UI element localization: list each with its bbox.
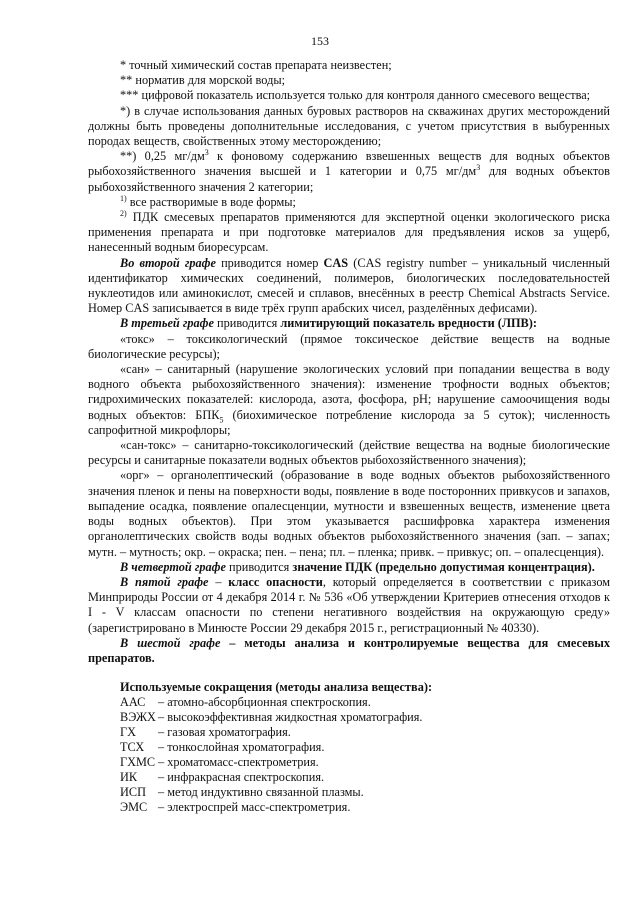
col3-san-part-b: (биохимическое потребление кислорода за 5 суток); численность сапрофитной микрофлоры; — [88, 407, 610, 437]
abbreviation-row — [88, 785, 610, 800]
col2-lead: Во второй графе — [120, 255, 216, 270]
abbreviations-list — [88, 695, 610, 815]
footnote-4: *) в случае использования данных буровых растворов на скважинах других месторождений должны быть проведены дополнительные исследования, с учетом присутствия в выбуренных породах веществ, свойственных этому месторождению; — [88, 103, 610, 149]
abbreviation-code: ВЭЖХ — [120, 710, 156, 725]
abbreviation-code: ЭМС — [120, 800, 148, 815]
col3-text-1: приводится — [213, 316, 281, 331]
col5-text-2: , который определяется в соответствии с приказом Минприроды России от 4 декабря 2014 г. № 536 «Об утверждении Критериев отнесения отходов к I - V классам опасности по степени негативного воздействия на окружающую среду» (зарегистрировано в Минюсте России 29 декабря 2015 г., регистрационный № 40330). — [88, 574, 611, 635]
footnote-2: ** норматив для морской воды; — [120, 73, 285, 88]
col5-paragraph — [88, 575, 610, 636]
footnote-6 — [88, 195, 610, 210]
col4-bold: значение ПДК (предельно допустимая концентрация). — [292, 559, 595, 574]
col4-text-1: приводится — [225, 559, 293, 574]
abbreviation-description: – хроматомасс-спектрометрия. — [158, 755, 319, 770]
footnote-3: *** цифровой показатель используется только для контроля данного смесевого вещества; — [120, 88, 591, 103]
col3-san — [88, 362, 610, 438]
page-body — [88, 58, 610, 815]
footnote-5-sup-1: 3 — [204, 148, 209, 158]
col5-bold: класс опасности — [228, 574, 323, 589]
abbreviation-description: – электроспрей масс-спектрометрия. — [158, 800, 351, 815]
col5-text-1: – — [208, 574, 229, 589]
footnote-1: * точный химический состав препарата неизвестен; — [120, 58, 392, 72]
col3-paragraph — [88, 316, 610, 331]
col2-cas: CAS — [323, 255, 349, 270]
abbreviation-row — [88, 710, 610, 725]
footnote-5-sup-2: 3 — [476, 163, 481, 173]
abbreviation-description: – метод индуктивно связанной плазмы. — [158, 785, 364, 800]
col2-text-1: приводится номер — [215, 255, 324, 270]
abbreviation-code: ГХ — [120, 725, 136, 740]
col4-lead: В четвертой графе — [120, 559, 226, 574]
abbreviation-description: – инфракрасная спектроскопия. — [158, 770, 325, 785]
abbreviation-code: ААС — [120, 695, 146, 710]
footnote-6-text: все растворимые в воде формы; — [126, 194, 296, 209]
footnote-5-part-b: к фоновому содержанию взвешенных веществ для водных объектов рыбохозяйственного значения высшей и 1 категории и 0,75 мг/дм — [88, 149, 610, 179]
abbreviation-description: – высокоэффективная жидкостная хроматография. — [158, 710, 423, 725]
section-gap — [88, 666, 610, 680]
col5-lead: В пятой графе — [120, 574, 209, 589]
abbreviation-row — [88, 770, 610, 785]
footnote-7-marker: 2) — [120, 208, 127, 218]
col2-text-2: (CAS registry number – уникальный численный идентификатор химических соединений, полимеров, биологических последовательностей нуклеотидов или аминокислот, смесей и сплавов, внесённых в реестр Chemical Abstracts Service. Номер CAS записывается в виде трёх групп арабских чисел, разделённых дефисами). — [88, 255, 610, 316]
abbreviation-row — [88, 695, 610, 710]
col4-paragraph — [88, 560, 610, 575]
abbreviation-code: ТСХ — [120, 740, 145, 755]
footnote-5-part-c: для водных объектов рыбохозяйственного значения 2 категории; — [88, 164, 610, 194]
footnote-5 — [88, 149, 610, 195]
col3-toks: «токс» – токсикологический (прямое токсическое действие веществ на водные биологические ресурсы); — [88, 331, 610, 361]
col2-paragraph — [88, 256, 610, 317]
col3-san-sub: 5 — [219, 415, 224, 425]
abbreviation-description: – тонкослойная хроматография. — [158, 740, 325, 755]
col3-san-part-a: «сан» – санитарный (нарушение экологических условий при попадании вещества в воду водного объекта рыбохозяйственного значения): изменение трофности водных объектов; гидрохимических показателей: кислорода, азота, фосфора, pH; нарушение самоочищения воды водных объектов: БПК — [88, 362, 610, 422]
abbreviation-code: ИК — [120, 770, 138, 785]
abbreviation-row — [88, 725, 610, 740]
abbreviation-description: – атомно-абсорбционная спектроскопия. — [158, 695, 371, 710]
abbreviation-code: ГХМС — [120, 755, 156, 770]
abbreviation-description: – газовая хроматография. — [158, 725, 291, 740]
col3-lead: В третьей графе — [120, 316, 214, 331]
footnote-7-text: ПДК смесевых препаратов применяются для экспертной оценки экологического риска применения препарата и при подготовке материалов для предъявления исков за ущерб, нанесенный водным биоресурсам. — [88, 210, 610, 255]
col3-org: «орг» – органолептический (образование в воде водных объектов рыбохозяйственного значения пленок и пены на поверхности воды, появление в воде посторонних привкусов и запахов, выпадение осадка, появление опалесценции, мутности и взвешенных веществ, изменение цвета воды водных объектов). При этом указывается расшифровка характера изменения органолептических свойств воды водных объектов рыбохозяйственного значения (зап. – запах; мутн. – мутность; окр. – окраска; пен. – пена; пл. – пленка; привк. – привкус; оп. – опалесценция). — [88, 468, 610, 559]
col6-lead: В шестой графе — [120, 635, 221, 650]
abbreviation-row — [88, 740, 610, 755]
footnote-7 — [88, 210, 610, 256]
col3-santoks: «сан-токс» – санитарно-токсикологический (действие вещества на водные биологические ресурсы и санитарные показатели водных объектов рыбохозяйственного значения); — [88, 438, 610, 468]
footnote-5-part-a: **) 0,25 мг/дм — [120, 149, 205, 164]
abbreviations-heading: Используемые сокращения (методы анализа вещества): — [120, 680, 433, 695]
col3-bold: лимитирующий показатель вредности (ЛПВ): — [280, 316, 537, 331]
page-number: 153 — [311, 34, 329, 48]
col6-paragraph — [88, 636, 610, 666]
footnote-6-marker: 1) — [120, 193, 127, 203]
abbreviation-row — [88, 755, 610, 770]
abbreviation-code: ИСП — [120, 785, 146, 800]
col6-bold: – методы анализа и контролируемые вещества для смесевых препаратов. — [88, 635, 610, 665]
abbreviation-row — [88, 800, 610, 815]
